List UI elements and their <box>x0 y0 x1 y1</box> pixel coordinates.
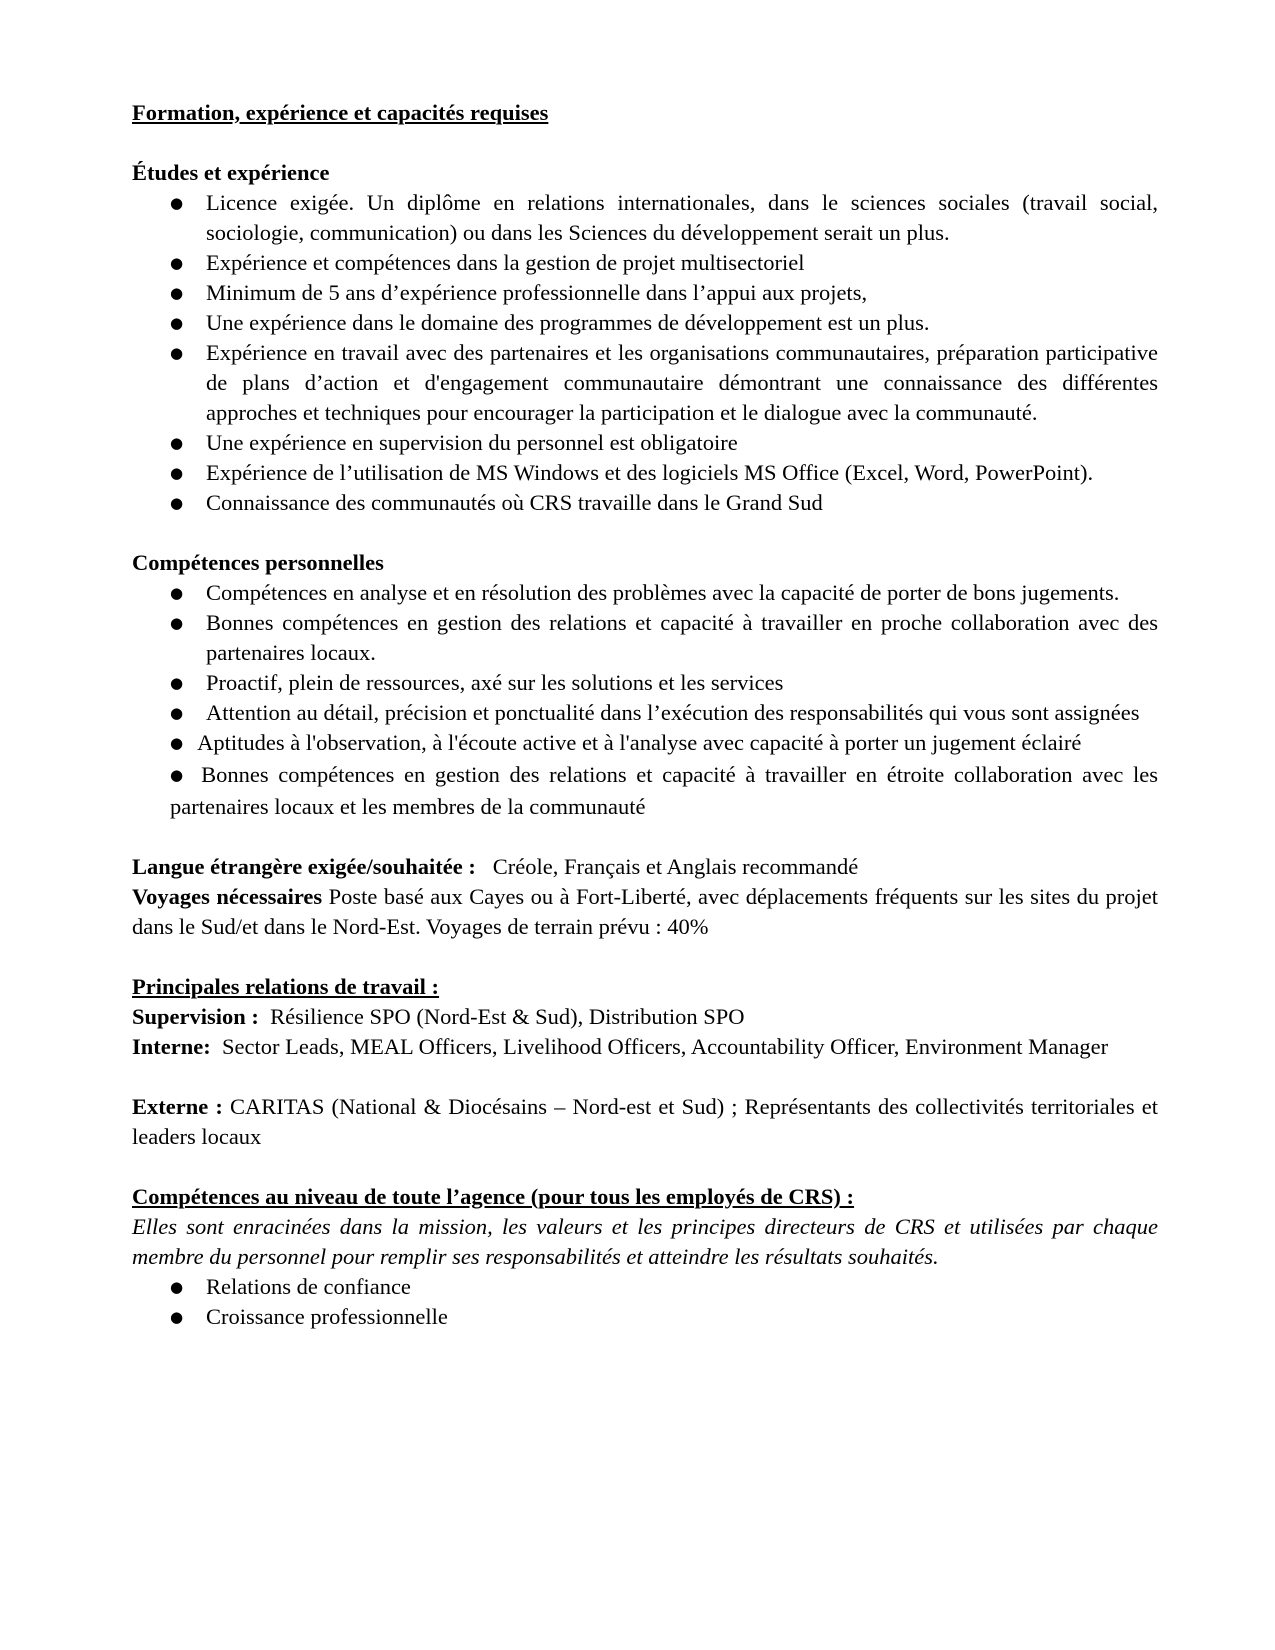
personal-heading: Compétences personnelles <box>132 550 384 575</box>
travel-label: Voyages nécessaires <box>132 884 323 909</box>
document-page <box>132 98 1158 1332</box>
bullet-icon: ● <box>170 766 188 784</box>
list-item: ● Une expérience dans le domaine des programmes de développement est un plus. <box>206 308 1158 338</box>
supervision-value: Résilience SPO (Nord-Est & Sud), Distribution SPO <box>270 1004 745 1029</box>
education-heading: Études et expérience <box>132 160 330 185</box>
list-item <box>170 728 1158 760</box>
supervision-line <box>132 1002 1158 1032</box>
section-title-requirements: Formation, expérience et capacités requises <box>132 100 549 125</box>
list-item: ● Proactif, plein de ressources, axé sur les solutions et les services <box>206 668 1158 698</box>
list-item: ● Une expérience en supervision du personnel est obligatoire <box>206 428 1158 458</box>
list-item: ● Expérience et compétences dans la gestion de projet multisectoriel <box>206 248 1158 278</box>
education-list <box>132 188 1158 518</box>
list-item <box>170 760 1158 822</box>
relations-heading: Principales relations de travail : <box>132 974 440 999</box>
list-item: ● Licence exigée. Un diplôme en relations internationales, dans le sciences sociales (travail social, sociologie, communication) ou dans les Sciences du développement serait un plus. <box>206 188 1158 248</box>
bullet-icon: ● <box>170 734 184 752</box>
list-item-text: Bonnes compétences en gestion des relations et capacité à travailler en étroite collaboration avec les partenaires locaux et les membres de la communauté <box>170 762 1158 819</box>
supervision-label: Supervision : <box>132 1004 259 1029</box>
internal-label: Interne: <box>132 1034 211 1059</box>
list-item: ● Bonnes compétences en gestion des relations et capacité à travailler en proche collaboration avec des partenaires locaux. <box>206 608 1158 668</box>
list-item: ● Relations de confiance <box>206 1272 1158 1302</box>
list-item-text: Aptitudes à l'observation, à l'écoute active et à l'analyse avec capacité à porter un jugement éclairé <box>197 730 1082 755</box>
external-value: CARITAS (National & Diocésains – Nord-est et Sud) ; Représentants des collectivités territoriales et leaders locaux <box>132 1094 1159 1149</box>
personal-list-continued <box>132 728 1158 822</box>
personal-list <box>132 578 1158 728</box>
list-item: ● Expérience de l’utilisation de MS Windows et des logiciels MS Office (Excel, Word, PowerPoint). <box>206 458 1158 488</box>
internal-line <box>132 1032 1158 1062</box>
list-item: ● Croissance professionnelle <box>206 1302 1158 1332</box>
list-item: ● Compétences en analyse et en résolution des problèmes avec la capacité de porter de bons jugements. <box>206 578 1158 608</box>
list-item: ● Attention au détail, précision et ponctualité dans l’exécution des responsabilités qui vous sont assignées <box>206 698 1158 728</box>
language-value: Créole, Français et Anglais recommandé <box>492 854 859 879</box>
list-item: ● Connaissance des communautés où CRS travaille dans le Grand Sud <box>206 488 1158 518</box>
language-line <box>132 852 1158 882</box>
travel-value: Poste basé aux Cayes ou à Fort-Liberté, avec déplacements fréquents sur les sites du projet dans le Sud/et dans le Nord-Est. Voyages de terrain prévu : 40% <box>132 884 1158 939</box>
external-line <box>132 1092 1158 1152</box>
external-label: Externe : <box>132 1094 223 1119</box>
internal-value: Sector Leads, MEAL Officers, Livelihood Officers, Accountability Officer, Environment Manager <box>221 1034 1109 1059</box>
agency-heading: Compétences au niveau de toute l’agence (pour tous les employés de CRS) : <box>132 1184 855 1209</box>
list-item: ● Minimum de 5 ans d’expérience professionnelle dans l’appui aux projets, <box>206 278 1158 308</box>
agency-intro: Elles sont enracinées dans la mission, les valeurs et les principes directeurs de CRS et utilisées par chaque membre du personnel pour remplir ses responsabilités et atteindre les résultats souhaités. <box>132 1214 1158 1269</box>
language-label: Langue étrangère exigée/souhaitée : <box>132 854 476 879</box>
agency-list <box>132 1272 1158 1332</box>
travel-line <box>132 882 1158 942</box>
list-item: ● Expérience en travail avec des partenaires et les organisations communautaires, préparation participative de plans d’action et d'engagement communautaire démontrant une connaissance des différentes approches et techniques pour encourager la participation et le dialogue avec la communauté. <box>206 338 1158 428</box>
